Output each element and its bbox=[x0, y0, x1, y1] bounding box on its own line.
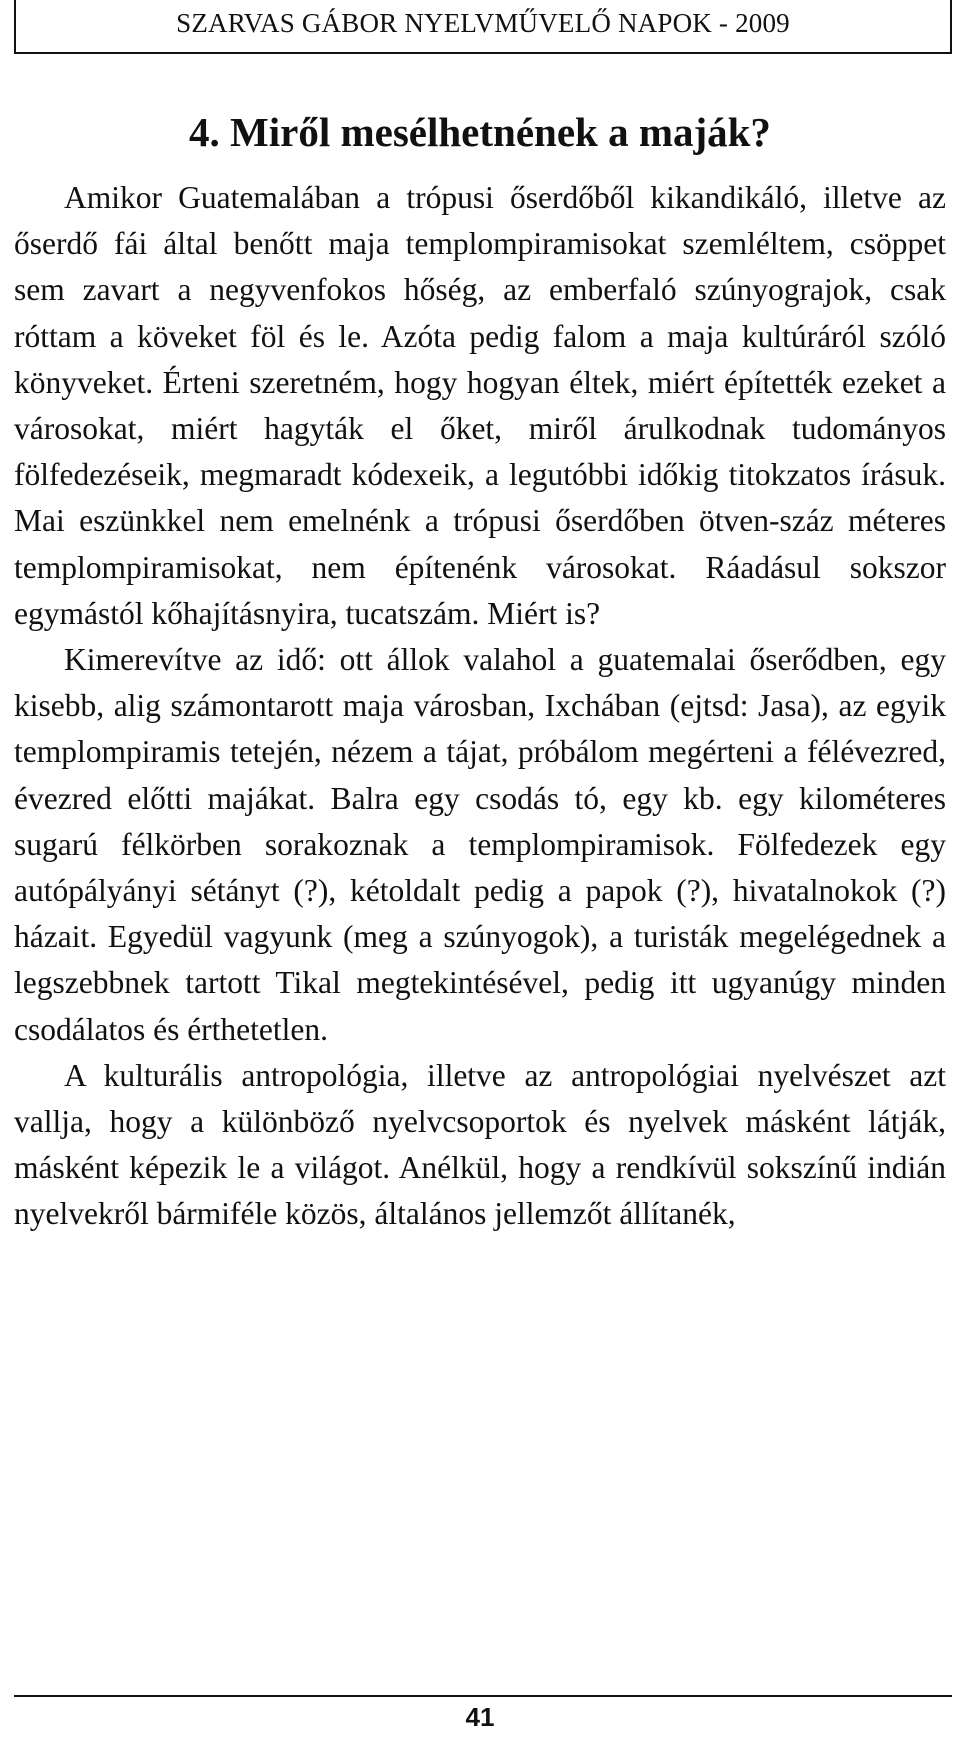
page-number: 41 bbox=[465, 1702, 495, 1732]
body-text bbox=[14, 175, 946, 1238]
paragraph: Kimerevítve az idő: ott állok valahol a guatemalai őserődben, egy kisebb, alig számontarott maja városban, Ixchában (ejtsd: Jasa), az egyik templompiramis tetején, nézem a tájat, próbálom megérteni a félévezred, évezred előtti majákat. Balra egy csodás tó, egy kb. egy kilométeres sugarú félkörben sorakoznak a templompiramisok. Fölfedezek egy autópályányi sétányt (?), kétoldalt pedig a papok (?), hivatalnokok (?) házait. Egyedül vagyunk (meg a szúnyogok), a turisták megelégednek a legszebbnek tartott Tikal megtekintésével, pedig itt ugyanúgy minden csodálatos és érthetetlen. bbox=[14, 642, 946, 1047]
paragraph: Amikor Guatemalában a trópusi őserdőből kikandikáló, illetve az őserdő fái által benőtt maja templompiramisokat szemléltem, csöppet sem zavart a negyvenfokos hőség, az emberfaló szúnyograjok, csak róttam a köveket föl és le. Azóta pedig falom a maja kultúráról szóló könyveket. Érteni szeretném, hogy hogyan éltek, miért építették ezeket a városokat, miért hagyták el őket, miről árulkodnak tudományos fölfedezéseik, megmaradt kódexeik, a legutóbbi időkig titokzatos írásuk. Mai eszünkkel nem emelnénk a trópusi őserdőben ötven-száz méteres templompiramisokat, nem építenénk városokat. Ráadásul sokszor egymástól kőhajításnyira, tucatszám. Miért is? bbox=[14, 180, 946, 631]
paragraph: A kulturális antropológia, illetve az antropológiai nyelvészet azt vallja, hogy a különböző nyelvcsoportok és nyelvek másként látják, másként képezik le a világot. Anélkül, hogy a rendkívül sokszínű indián nyelvekről bármiféle közös, általános jellemzőt állítanék, bbox=[14, 1057, 946, 1232]
section-title: 4. Miről mesélhetnének a maják? bbox=[189, 109, 771, 155]
footer-divider bbox=[14, 1695, 952, 1697]
running-header-title: SZARVAS GÁBOR NYELVMŰVELŐ NAPOK - 2009 bbox=[176, 8, 790, 38]
running-header bbox=[14, 0, 952, 54]
